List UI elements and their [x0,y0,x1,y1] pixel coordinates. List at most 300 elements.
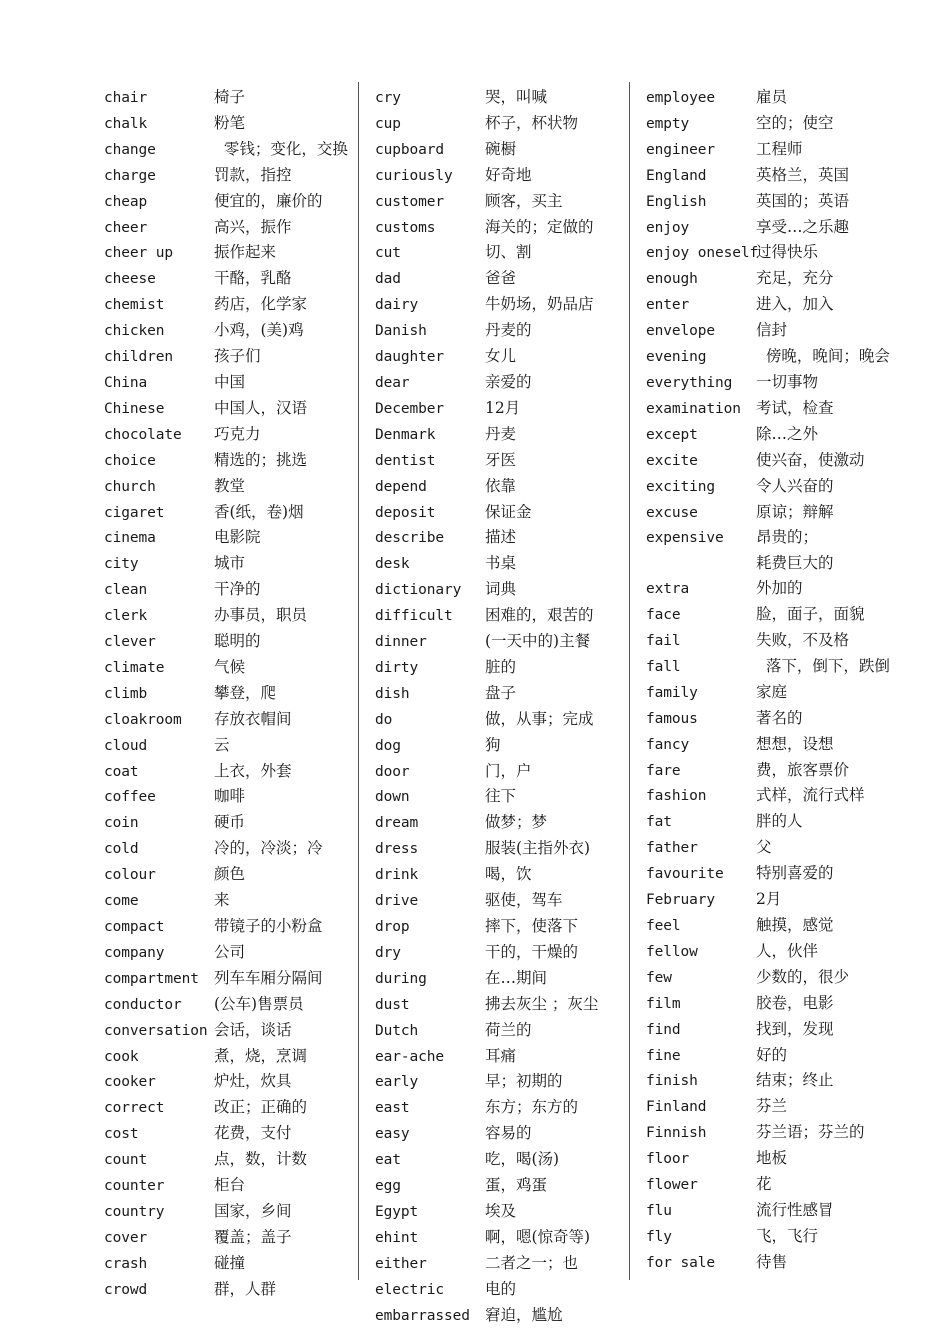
entry-word: fashion [646,788,707,805]
entry-word: chicken [104,323,165,340]
vocab-entry [646,809,908,835]
entry-word: cupboard [375,141,445,158]
vocab-entry [646,500,908,526]
entry-word: clean [104,582,148,599]
entry-definition: 改正；正确的 [214,1098,308,1117]
vocab-entry [104,707,366,733]
entry-definition: 窘迫，尴尬 [485,1305,563,1324]
entry-word: Egypt [375,1203,419,1220]
vocab-entry [104,318,366,344]
entry-definition: 中国 [214,372,246,391]
entry-word: crash [104,1255,148,1272]
entry-definition: 埃及 [485,1201,517,1220]
entry-definition: 做梦；梦 [485,813,548,832]
entry-definition: 列车车厢分隔间 [214,968,323,987]
entry-word: conversation [104,1022,208,1039]
vocab-entry [104,1044,366,1070]
entry-word: fail [646,633,681,650]
entry-definition: 罚款，指控 [214,165,292,184]
entry-word: exciting [646,478,716,495]
entry-definition: 牛奶场，奶品店 [485,295,594,314]
entry-word: cheap [104,193,148,210]
vocab-entry [646,111,908,137]
entry-definition: 柜台 [214,1176,246,1195]
vocab-entry [646,758,908,784]
entry-word: cloakroom [104,711,182,728]
entry-word: come [104,893,139,910]
entry-definition: 便宜的，廉价的 [214,191,323,210]
entry-word: chalk [104,115,148,132]
entry-word: drink [375,867,419,884]
entry-word: Danish [375,323,427,340]
entry-definition: 脸，面子，面貌 [756,605,865,624]
entry-word: dry [375,944,401,961]
vocab-entry [104,137,366,163]
entry-word: dictionary [375,582,462,599]
entry-definition: 哭，叫喊 [485,88,548,106]
entry-definition: 往下 [485,787,517,806]
entry-definition: 做，从事；完成 [485,709,594,728]
vocab-entry [104,914,366,940]
entry-word: drop [375,919,410,935]
entry-definition: 描述 [485,528,517,547]
vocab-entry [646,85,908,111]
vocab-entry [375,577,637,603]
vocab-entry [104,603,366,629]
entry-definition: 胶卷，电影 [756,993,834,1012]
vocab-entry [646,1224,908,1250]
entry-word: flower [646,1177,698,1194]
vocab-entry [104,810,366,836]
entry-definition: 上衣，外套 [214,761,292,780]
entry-word: during [375,970,427,987]
entry-definition: 干净的 [214,580,261,599]
vocab-entry [104,240,366,266]
vocab-entry [375,862,637,888]
entry-word: everything [646,374,733,391]
entry-word: city [104,556,139,573]
entry-definition: 摔下，使落下 [485,917,579,935]
entry-definition: 精选的；挑选 [214,450,308,469]
vocab-entry [646,137,908,163]
entry-definition: 少数的，很少 [756,967,850,986]
entry-definition: 粉笔 [214,113,246,132]
vocab-entry [104,266,366,292]
entry-definition: 地板 [756,1149,788,1168]
vocab-entry [104,836,366,862]
vocab-entry [104,448,366,474]
entry-word: climb [104,685,148,702]
vocab-entry [375,85,637,111]
entry-word: clever [104,634,156,651]
entry-word: east [375,1100,410,1117]
entry-definition: 耗费巨大的 [756,554,834,573]
entry-definition: 云 [214,735,230,754]
vocab-entry [104,370,366,396]
entry-word: difficult [375,608,453,625]
entry-definition: 零钱；变化，交换 [223,139,348,158]
vocab-entry [646,422,908,448]
vocab-entry [104,577,366,603]
vocab-entry [375,1303,637,1329]
entry-definition: 振作起来 [214,243,277,262]
entry-word: employee [646,90,716,106]
entry-word: December [375,400,445,417]
entry-word: cost [104,1126,139,1143]
entry-word: change [104,141,156,158]
vocab-entry [104,422,366,448]
vocabulary-column-3 [646,85,908,1276]
entry-definition: 芬兰 [756,1097,788,1116]
entry-word: finish [646,1073,698,1090]
entry-definition: 国家，乡间 [214,1201,292,1220]
vocab-entry [104,966,366,992]
vocab-entry [646,344,908,370]
entry-definition: 荷兰的 [485,1020,532,1039]
vocab-entry [646,913,908,939]
vocab-entry [375,914,637,940]
vocab-entry [646,835,908,861]
vocab-entry [375,318,637,344]
entry-word: fellow [646,943,698,960]
vocab-entry [646,783,908,809]
entry-word: correct [104,1100,165,1117]
entry-definition: 亲爱的 [485,372,532,391]
entry-word: coffee [104,789,156,806]
vocab-entry [646,1043,908,1069]
vocab-entry [375,344,637,370]
entry-definition: 耳痛 [485,1046,517,1065]
entry-word: cheer [104,219,148,236]
entry-word: family [646,684,698,701]
entry-word: daughter [375,349,445,366]
entry-word: cry [375,90,401,106]
entry-word: fine [646,1047,681,1064]
vocab-entry [646,292,908,318]
entry-definition: 飞，飞行 [756,1226,819,1245]
entry-word: enjoy [646,219,690,236]
entry-word: fall [646,658,681,675]
entry-definition: 失败，不及格 [756,631,850,650]
vocab-entry [375,1095,637,1121]
entry-word: dress [375,841,419,858]
entry-definition: 傍晚，晚间；晚会 [765,347,890,366]
entry-word: deposit [375,504,436,521]
entry-definition: 爸爸 [485,269,517,288]
entry-definition: 早；初期的 [485,1072,563,1091]
vocab-entry [646,1094,908,1120]
entry-definition: 干酪，乳酪 [214,269,292,288]
entry-word: Finnish [646,1125,707,1142]
entry-definition: 原谅；辩解 [756,502,834,521]
vocab-entry [375,836,637,862]
entry-word: excuse [646,504,698,521]
entry-definition: 海关的；定做的 [485,217,594,236]
vocab-entry [375,784,637,810]
entry-word: climate [104,659,165,676]
entry-word: cheese [104,271,156,288]
entry-definition: 丹麦 [485,424,517,443]
entry-definition: 好的 [756,1045,788,1064]
entry-word: fat [646,814,672,831]
entry-word: compartment [104,970,199,987]
vocab-entry [646,1146,908,1172]
vocab-entry [646,525,908,551]
entry-word: find [646,1021,681,1038]
entry-word: for sale [646,1254,716,1271]
vocab-entry [375,370,637,396]
entry-definition: 药店，化学家 [214,295,308,314]
entry-word: empty [646,115,690,132]
entry-definition: 喝，饮 [485,865,532,884]
entry-definition: 空的；使空 [756,113,834,132]
entry-word: fare [646,762,681,779]
entry-definition: 椅子 [214,88,246,106]
entry-definition: 干的，干燥的 [485,942,579,961]
vocab-entry [375,759,637,785]
entry-word: excite [646,452,698,469]
entry-definition: (一天中的)主餐 [485,632,591,651]
entry-word: enter [646,297,690,314]
entry-definition: 进入，加入 [756,295,834,314]
vocab-entry [646,1172,908,1198]
vocab-entry [104,784,366,810]
entry-definition: 结束；终止 [756,1071,834,1090]
vocab-entry [375,1121,637,1147]
vocab-entry [375,1147,637,1173]
entry-word: enjoy oneself [646,245,759,262]
entry-word: cold [104,841,139,858]
vocab-entry [104,85,366,111]
vocab-entry [104,1018,366,1044]
vocab-entry [104,344,366,370]
entry-word: dust [375,996,410,1013]
vocab-entry [375,189,637,215]
entry-definition: 脏的 [485,657,517,676]
entry-definition: 巧克力 [214,424,261,443]
vocab-entry [104,189,366,215]
vocab-entry [646,1017,908,1043]
entry-definition: 胖的人 [756,812,803,831]
entry-word: face [646,607,681,624]
entry-definition: 一切事物 [756,372,819,391]
entry-word: England [646,167,707,184]
entry-word: feel [646,918,681,934]
entry-word: dear [375,374,410,391]
entry-word: fly [646,1228,672,1245]
vocab-entry [646,732,908,758]
vocab-entry [375,292,637,318]
entry-word: favourite [646,866,724,883]
entry-definition: 门，户 [485,761,532,780]
entry-definition: 切、割 [485,243,532,262]
entry-definition: 2月 [756,890,782,909]
vocab-entry [646,1198,908,1224]
entry-word: ehint [375,1229,419,1246]
vocab-entry [646,991,908,1017]
entry-definition: 来 [214,891,230,910]
entry-word: dirty [375,659,419,676]
vocab-entry [375,137,637,163]
entry-definition: 蛋，鸡蛋 [485,1176,548,1195]
entry-definition: 除…之外 [756,424,819,443]
entry-word: curiously [375,167,453,184]
vocab-entry [646,1068,908,1094]
entry-word: expensive [646,530,724,547]
entry-word: English [646,193,707,210]
entry-word: February [646,892,716,909]
vocab-entry [646,318,908,344]
entry-word: count [104,1152,148,1169]
entry-word: cooker [104,1074,156,1091]
entry-definition: 流行性感冒 [756,1200,834,1219]
vocab-entry [646,576,908,602]
entry-definition: 孩子们 [214,347,261,366]
entry-definition: 待售 [756,1252,788,1271]
vocab-entry [104,474,366,500]
entry-word: dentist [375,452,436,469]
entry-word: evening [646,349,707,366]
entry-definition: 香(纸，卷)烟 [214,502,304,521]
entry-definition: 信封 [756,321,788,340]
vocab-entry [104,1069,366,1095]
vocab-entry [646,189,908,215]
vocab-entry [375,992,637,1018]
vocab-entry [375,681,637,707]
vocab-entry [104,525,366,551]
entry-word: cloud [104,737,148,754]
entry-word: depend [375,478,427,495]
vocab-entry [375,448,637,474]
entry-definition: 中国人，汉语 [214,398,308,417]
vocab-entry [104,992,366,1018]
entry-definition: 颜色 [214,865,246,884]
vocab-entry [375,474,637,500]
vocab-entry [646,474,908,500]
vocab-entry [104,1173,366,1199]
vocabulary-column-2 [375,85,637,1329]
entry-word: embarrassed [375,1307,470,1324]
vocab-entry [646,215,908,241]
entry-definition: 狗 [485,735,501,754]
vocab-entry [646,396,908,422]
vocab-entry [646,680,908,706]
entry-word: describe [375,530,445,547]
entry-word: coat [104,763,139,780]
entry-definition: 享受…之乐趣 [756,217,850,236]
entry-word: floor [646,1151,690,1168]
vocab-entry [104,655,366,681]
entry-word: except [646,426,698,443]
vocab-entry [646,551,908,576]
entry-word: chemist [104,297,165,314]
vocab-entry [646,654,908,680]
entry-definition: 碗橱 [485,139,517,158]
vocab-entry [646,887,908,913]
entry-definition: 外加的 [756,579,803,598]
entry-word: choice [104,452,156,469]
entry-definition: 攀登，爬 [214,683,277,702]
entry-definition: 找到，发现 [756,1019,834,1038]
entry-definition: 公司 [214,942,246,961]
entry-definition: 存放衣帽间 [214,709,292,728]
entry-definition: 困难的，艰苦的 [485,606,594,625]
entry-word: China [104,374,148,391]
entry-definition: 高兴，振作 [214,217,292,236]
entry-word: film [646,995,681,1012]
entry-word: Dutch [375,1022,419,1039]
entry-definition: 小鸡，(美)鸡 [214,321,304,340]
entry-definition: 著名的 [756,708,803,727]
entry-definition: 触摸，感觉 [756,916,834,934]
entry-definition: 煮，烧，烹调 [214,1046,308,1065]
entry-definition: 吃，喝(汤) [485,1150,560,1169]
vocab-entry [104,1199,366,1225]
entry-word: easy [375,1126,410,1143]
vocab-entry [646,370,908,396]
entry-word: church [104,478,156,495]
entry-definition: 好奇地 [485,165,532,184]
entry-definition: 落下，倒下，跌倒 [765,656,890,675]
entry-word: dairy [375,297,419,314]
entry-definition: 盘子 [485,683,517,702]
vocab-entry [104,629,366,655]
entry-word: conductor [104,996,182,1013]
vocab-entry [646,240,908,266]
entry-definition: 费，旅客票价 [756,760,850,779]
vocab-entry [104,862,366,888]
entry-word: Finland [646,1099,707,1116]
vocab-entry [375,810,637,836]
vocab-entry [375,966,637,992]
entry-word: counter [104,1178,165,1195]
entry-definition: 人，伙伴 [756,941,819,960]
vocab-entry [375,422,637,448]
vocab-entry [104,111,366,137]
vocab-entry [375,163,637,189]
entry-word: children [104,349,174,366]
vocab-entry [104,163,366,189]
entry-word: dish [375,685,410,702]
vocab-entry [375,1018,637,1044]
vocab-entry [646,861,908,887]
entry-definition: 带镜子的小粉盒 [214,917,323,935]
vocab-entry [375,629,637,655]
vocab-entry [646,448,908,474]
vocab-entry [104,1147,366,1173]
entry-word: cheer up [104,245,174,262]
entry-definition: 考试，检查 [756,398,834,417]
vocab-entry [375,1277,637,1303]
vocab-entry [646,602,908,628]
entry-word: cut [375,245,401,262]
entry-definition: 过得快乐 [756,243,819,262]
entry-definition: 碰撞 [214,1253,246,1272]
entry-definition: 群，人群 [214,1279,277,1298]
entry-word: chocolate [104,426,182,443]
vocab-entry [646,965,908,991]
vocab-entry [375,940,637,966]
vocab-entry [104,733,366,759]
entry-definition: 雇员 [756,88,788,106]
entry-definition: 咖啡 [214,787,246,806]
entry-definition: 书桌 [485,554,517,573]
entry-definition: 覆盖；盖子 [214,1227,292,1246]
entry-definition: 在…期间 [485,968,548,987]
vocab-entry [375,240,637,266]
vocab-entry [104,681,366,707]
entry-word: dinner [375,634,427,651]
